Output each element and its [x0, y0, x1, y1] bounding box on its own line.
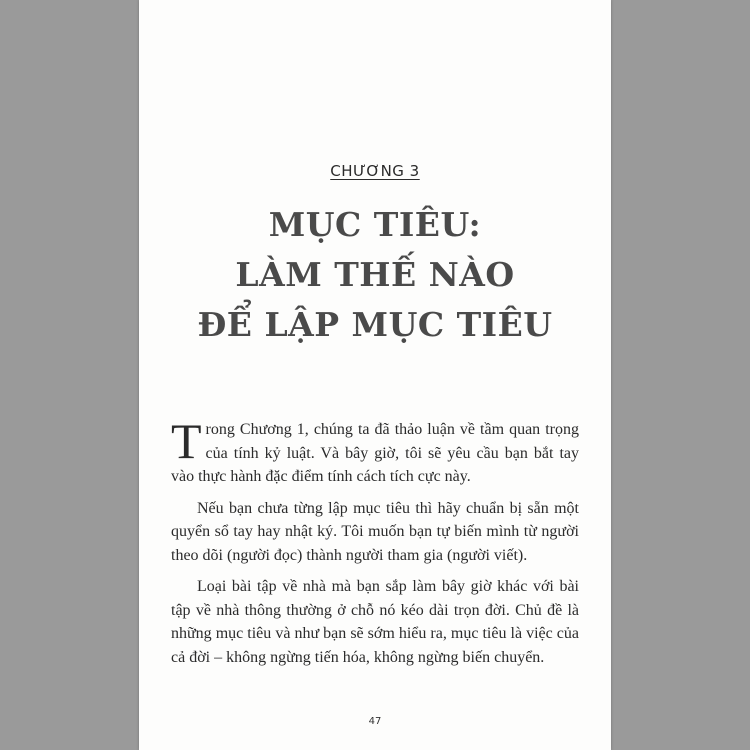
chapter-label — [139, 162, 611, 180]
book-page — [139, 0, 611, 750]
chapter-title-line-1: MỤC TIÊU: — [268, 205, 482, 244]
chapter-title-line-2: LÀM THẾ NÀO — [235, 255, 515, 294]
paragraph-1 — [171, 413, 579, 489]
page-number: 47 — [368, 716, 382, 727]
paragraph-1-text: rong Chương 1, chúng ta đã thảo luận về tầm quan trọng của tính kỷ luật. Và bây giờ, tôi sẽ yêu cầu bạn bắt tay vào thực hành đặc điểm tính cách tích cực này. — [171, 421, 579, 485]
chapter-label-text: CHƯƠNG 3 — [330, 162, 420, 180]
drop-cap: T — [171, 413, 202, 469]
paragraph-3: Loại bài tập về nhà mà bạn sắp làm bây giờ khác với bài tập về nhà thông thường ở chỗ nó kéo dài trọn đời. Chủ đề là những mục tiêu và như bạn sẽ sớm hiểu ra, mục tiêu là việc của cả đời – không ngừng tiến hóa, không ngừng biến chuyển. — [171, 578, 579, 666]
body-text — [171, 413, 579, 677]
chapter-title — [139, 200, 611, 350]
chapter-title-line-3: ĐỂ LẬP MỤC TIÊU — [197, 305, 553, 344]
paragraph-2: Nếu bạn chưa từng lập mục tiêu thì hãy chuẩn bị sẵn một quyển sổ tay hay nhật ký. Tôi muốn bạn tự biến mình từ người theo dõi (người đọc) thành người tham gia (người viết). — [171, 499, 579, 564]
